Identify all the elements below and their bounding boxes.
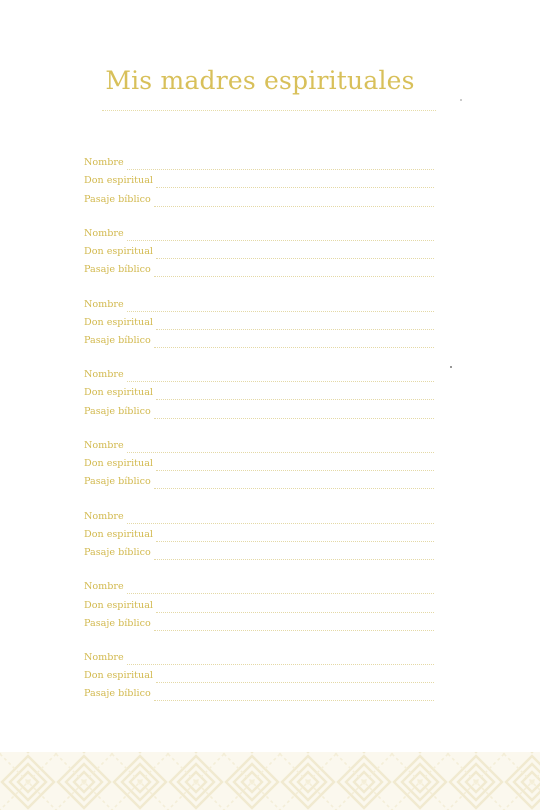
verse-label: Pasaje bíblico bbox=[84, 617, 151, 629]
verse-field[interactable] bbox=[84, 330, 434, 348]
name-writing-line[interactable] bbox=[127, 581, 434, 594]
name-field[interactable] bbox=[84, 152, 434, 170]
title-underline bbox=[102, 110, 436, 111]
entry-3 bbox=[84, 293, 434, 364]
entry-4 bbox=[84, 364, 434, 435]
gift-label: Don espiritual bbox=[84, 387, 153, 399]
name-label: Nombre bbox=[84, 581, 124, 593]
gift-label: Don espiritual bbox=[84, 670, 153, 682]
verse-writing-line[interactable] bbox=[154, 194, 434, 207]
gift-writing-line[interactable] bbox=[156, 458, 434, 471]
verse-writing-line[interactable] bbox=[154, 618, 434, 631]
verse-writing-line[interactable] bbox=[154, 688, 434, 701]
entry-8 bbox=[84, 647, 434, 718]
gift-writing-line[interactable] bbox=[156, 246, 434, 259]
entry-1 bbox=[84, 152, 434, 223]
name-writing-line[interactable] bbox=[127, 299, 434, 312]
gift-writing-line[interactable] bbox=[156, 529, 434, 542]
name-label: Nombre bbox=[84, 157, 124, 169]
verse-label: Pasaje bíblico bbox=[84, 334, 151, 346]
entry-7 bbox=[84, 576, 434, 647]
name-label: Nombre bbox=[84, 298, 124, 310]
verse-field[interactable] bbox=[84, 259, 434, 277]
decorative-diamond-pattern bbox=[0, 752, 540, 810]
gift-label: Don espiritual bbox=[84, 246, 153, 258]
name-writing-line[interactable] bbox=[127, 157, 434, 170]
verse-field[interactable] bbox=[84, 542, 434, 560]
name-field[interactable] bbox=[84, 505, 434, 523]
name-field[interactable] bbox=[84, 576, 434, 594]
verse-field[interactable] bbox=[84, 471, 434, 489]
entry-6 bbox=[84, 505, 434, 576]
gift-field[interactable] bbox=[84, 594, 434, 612]
name-field[interactable] bbox=[84, 435, 434, 453]
name-writing-line[interactable] bbox=[127, 652, 434, 665]
verse-writing-line[interactable] bbox=[154, 476, 434, 489]
gift-field[interactable] bbox=[84, 170, 434, 188]
name-writing-line[interactable] bbox=[127, 440, 434, 453]
verse-field[interactable] bbox=[84, 683, 434, 701]
name-label: Nombre bbox=[84, 369, 124, 381]
verse-writing-line[interactable] bbox=[154, 335, 434, 348]
name-label: Nombre bbox=[84, 510, 124, 522]
verse-field[interactable] bbox=[84, 613, 434, 631]
gift-field[interactable] bbox=[84, 453, 434, 471]
verse-writing-line[interactable] bbox=[154, 264, 434, 277]
name-field[interactable] bbox=[84, 293, 434, 311]
gift-label: Don espiritual bbox=[84, 458, 153, 470]
name-field[interactable] bbox=[84, 647, 434, 665]
verse-writing-line[interactable] bbox=[154, 547, 434, 560]
name-label: Nombre bbox=[84, 439, 124, 451]
name-label: Nombre bbox=[84, 227, 124, 239]
gift-field[interactable] bbox=[84, 382, 434, 400]
form-entries bbox=[84, 152, 434, 718]
ink-speck bbox=[450, 366, 452, 368]
gift-label: Don espiritual bbox=[84, 599, 153, 611]
gift-label: Don espiritual bbox=[84, 175, 153, 187]
verse-label: Pasaje bíblico bbox=[84, 264, 151, 276]
gift-writing-line[interactable] bbox=[156, 317, 434, 330]
gift-writing-line[interactable] bbox=[156, 175, 434, 188]
gift-label: Don espiritual bbox=[84, 316, 153, 328]
verse-field[interactable] bbox=[84, 188, 434, 206]
name-field[interactable] bbox=[84, 223, 434, 241]
verse-label: Pasaje bíblico bbox=[84, 193, 151, 205]
page-title: Mis madres espirituales bbox=[105, 66, 415, 95]
verse-label: Pasaje bíblico bbox=[84, 405, 151, 417]
gift-label: Don espiritual bbox=[84, 528, 153, 540]
gift-field[interactable] bbox=[84, 524, 434, 542]
name-writing-line[interactable] bbox=[127, 228, 434, 241]
gift-writing-line[interactable] bbox=[156, 387, 434, 400]
name-writing-line[interactable] bbox=[127, 369, 434, 382]
name-label: Nombre bbox=[84, 652, 124, 663]
verse-label: Pasaje bíblico bbox=[84, 688, 151, 700]
gift-field[interactable] bbox=[84, 665, 434, 683]
gift-writing-line[interactable] bbox=[156, 670, 434, 683]
verse-label: Pasaje bíblico bbox=[84, 476, 151, 488]
gift-field[interactable] bbox=[84, 312, 434, 330]
gift-writing-line[interactable] bbox=[156, 600, 434, 613]
name-writing-line[interactable] bbox=[127, 511, 434, 524]
gift-field[interactable] bbox=[84, 241, 434, 259]
ink-speck bbox=[460, 99, 462, 101]
verse-writing-line[interactable] bbox=[154, 406, 434, 419]
name-field[interactable] bbox=[84, 364, 434, 382]
entry-2 bbox=[84, 223, 434, 294]
entry-5 bbox=[84, 435, 434, 506]
verse-field[interactable] bbox=[84, 400, 434, 418]
verse-label: Pasaje bíblico bbox=[84, 547, 151, 558]
